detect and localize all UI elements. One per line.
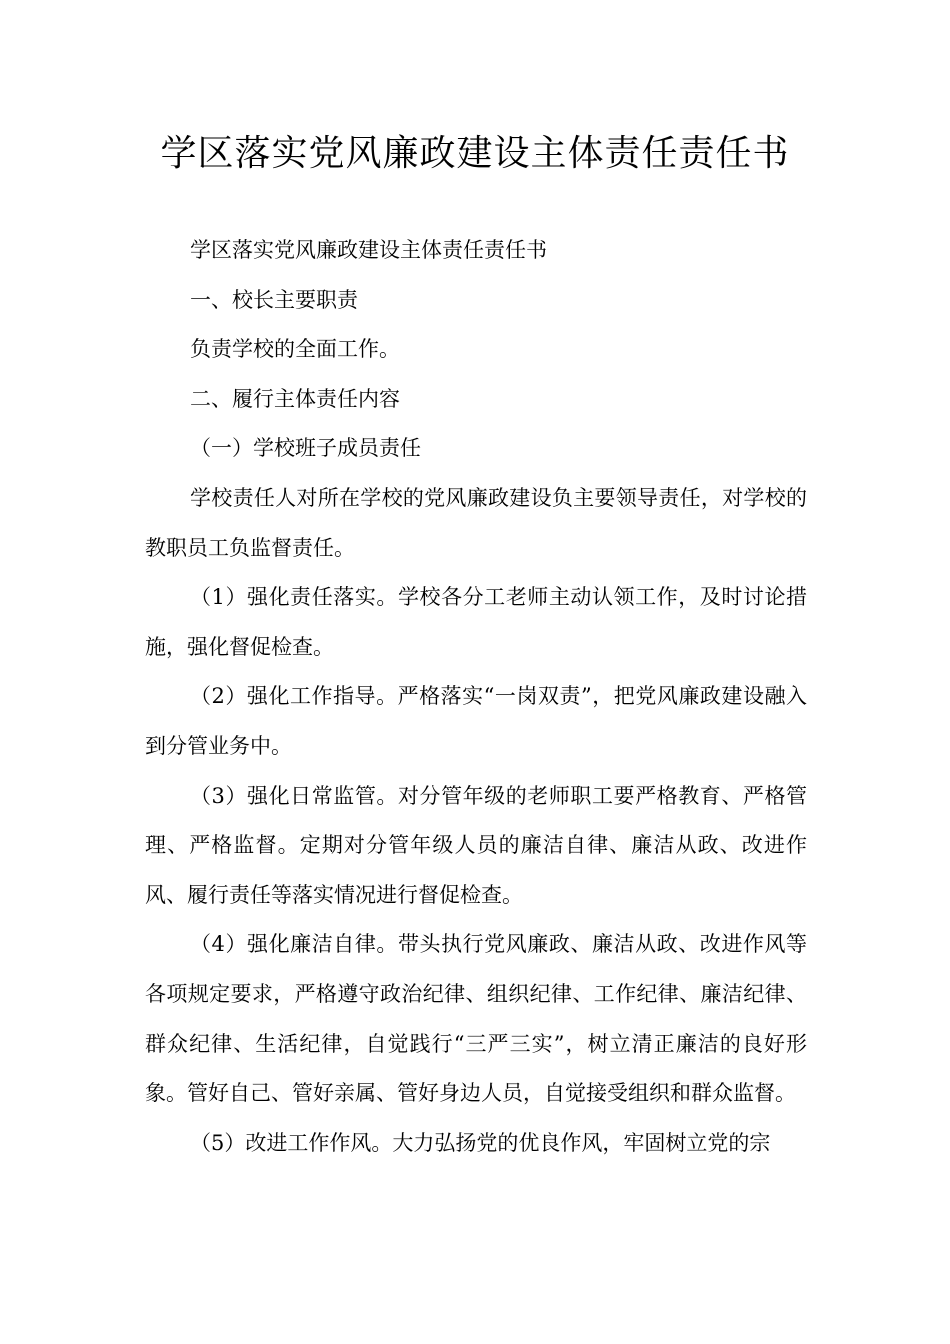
paragraph-item-3: （3）强化日常监管。对分管年级的老师职工要严格教育、严格管理、严格监督。定期对分管年级人员的廉洁自律、廉洁从政、改进作风、履行责任等落实情况进行督促检查。 [145, 783, 807, 907]
paragraph-item-2: （2）强化工作指导。严格落实“一岗双责”，把党风廉政建设融入到分管业务中。 [145, 684, 807, 758]
paragraph-heading-principal-duties: 一、校长主要职责 [190, 287, 358, 312]
document-title: 学区落实党风廉政建设主体责任责任书 [160, 133, 790, 174]
document-body [145, 226, 807, 1168]
paragraph-item-4: （4）强化廉洁自律。带头执行党风廉政、廉洁从政、改进作风等各项规定要求，严格遵守政治纪律、组织纪律、工作纪律、廉洁纪律、群众纪律、生活纪律，自觉践行“三严三实”，树立清正廉洁的良好形象。管好自己、管好亲属、管好身边人员，自觉接受组织和群众监督。 [145, 932, 807, 1106]
paragraph: 学校责任人对所在学校的党风廉政建设负主要领导责任，对学校的教职员工负监督责任。 [145, 485, 807, 560]
paragraph-item-1: （1）强化责任落实。学校各分工老师主动认领工作，及时讨论措施，强化督促检查。 [145, 585, 807, 659]
paragraph-subtitle: 学区落实党风廉政建设主体责任责任书 [190, 238, 547, 262]
paragraph-heading-responsibility-content: 二、履行主体责任内容 [190, 386, 400, 411]
paragraph-item-5: （5）改进工作作风。大力弘扬党的优良作风，牢固树立党的宗 [190, 1130, 771, 1155]
paragraph-heading-team-members: （一）学校班子成员责任 [190, 436, 421, 461]
paragraph: 负责学校的全面工作。 [190, 337, 400, 362]
